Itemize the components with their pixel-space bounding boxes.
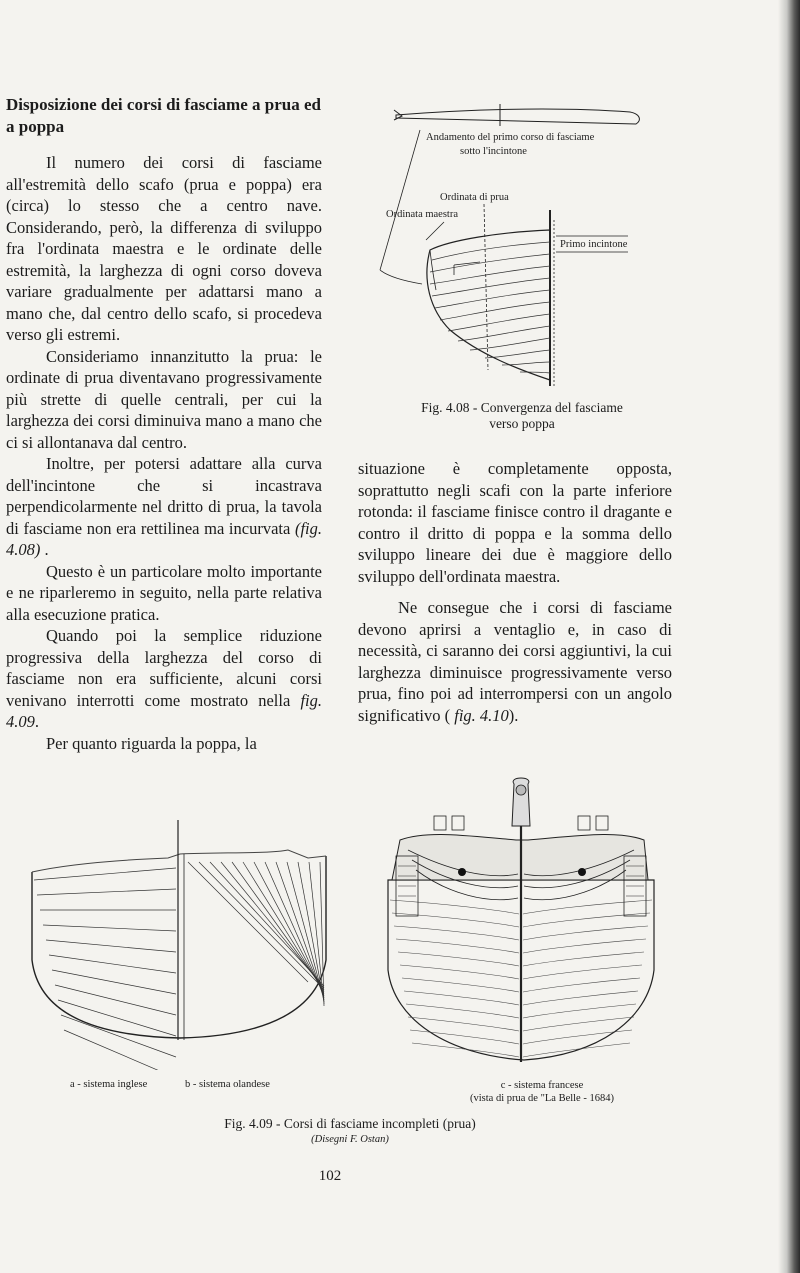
paragraph: Quando poi la semplice riduzione progressiva della larghezza del corso di fasciame non era sufficiente, alcuni corsi venivano interrotti come mostrato nella fig. 4.09.: [6, 626, 322, 731]
bow-view-c: [388, 778, 654, 1062]
drawing-credit: (Disegni F. Ostan): [311, 1134, 389, 1145]
label-ordinata-maestra: Ordinata maestra: [386, 209, 459, 220]
paragraph: Consideriamo innanzitutto la prua: le ordinate di prua diventavano progressivamente più strette di quelle centrali, per cui la larghezza dei corsi diminuiva mano a mano che ci si allontanava dal centro.: [6, 346, 322, 452]
right-column: [358, 458, 672, 726]
figure-4-08-diagram: [370, 100, 670, 400]
label-c-line1: c - sistema francese: [500, 1080, 584, 1091]
label-andamento-1: Andamento del primo corso di fasciame: [426, 132, 595, 143]
paragraph: Il numero dei corsi di fasciame all'estremità dello scafo (prua e poppa) era (circa) lo stesso che a centro nave. Considerando, però, la differenza di sviluppo fra l'ordinata maestra e le ordinate delle estremità, la larghezza di ogni corso doveva variare gradualmente per adattarsi mano a mano che, dal centro dello scafo, si procedeva verso gli estremi.: [6, 153, 322, 344]
label-sistema-inglese: a - sistema inglese: [70, 1079, 148, 1090]
caption-4-09: Fig. 4.09 - Corsi di fasciame incompleti (prua): [224, 1116, 476, 1131]
left-column: [6, 94, 322, 754]
caption-4-08-line2: verso poppa: [489, 416, 555, 431]
hull-section-ab: [32, 820, 326, 1070]
paragraph: Ne consegue che i corsi di fasciame devono aprirsi a ventaglio e, in caso di necessità, ci saranno dei corsi aggiuntivi, la cui larghezza diminuisce progressivamente verso prua, fino poi ad interrompersi con un angolo significativo ( fig. 4.10).: [358, 598, 672, 725]
page-number: 102: [318, 1168, 342, 1184]
label-primo-incintone: Primo incintone: [560, 239, 628, 250]
paragraph: Questo è un particolare molto importante e ne riparleremo in seguito, nella parte relativa alla esecuzione pratica.: [6, 561, 322, 624]
figure-4-08-caption: [372, 400, 672, 432]
label-andamento-2: sotto l'incintone: [460, 146, 527, 157]
caption-4-08-line1: Fig. 4.08 - Convergenza del fasciame: [421, 400, 623, 415]
figure-4-09-diagrams: [28, 770, 668, 1070]
book-binding-shadow: [778, 0, 800, 1273]
paragraph: Per quanto riguarda la poppa, la: [46, 733, 257, 753]
section-heading: Disposizione dei corsi di fasciame a prua ed a poppa: [6, 95, 321, 136]
label-sistema-francese: [432, 1079, 652, 1105]
left-paragraphs: [6, 152, 322, 754]
label-ordinata-prua: Ordinata di prua: [440, 192, 509, 203]
right-paragraphs: [358, 458, 672, 726]
label-sistema-olandese: b - sistema olandese: [185, 1079, 270, 1090]
label-c-line2: (vista di prua de "La Belle - 1684): [470, 1093, 614, 1104]
paragraph: situazione è completamente opposta, soprattutto negli scafi con la parte inferiore rotonda: il fasciame finisce contro il dragante e contro il dritto di poppa e la somma dello sviluppo lineare dei due è maggiore dello sviluppo dell'ordinata maestra.: [358, 459, 672, 586]
paragraph: Inoltre, per potersi adattare alla curva dell'incintone che si incastrava perpendicolarmente nel dritto di prua, la tavola di fasciame non era rettilinea ma incurvata (fig. 4.08) .: [6, 454, 322, 559]
figure-4-09-caption: [150, 1116, 550, 1148]
